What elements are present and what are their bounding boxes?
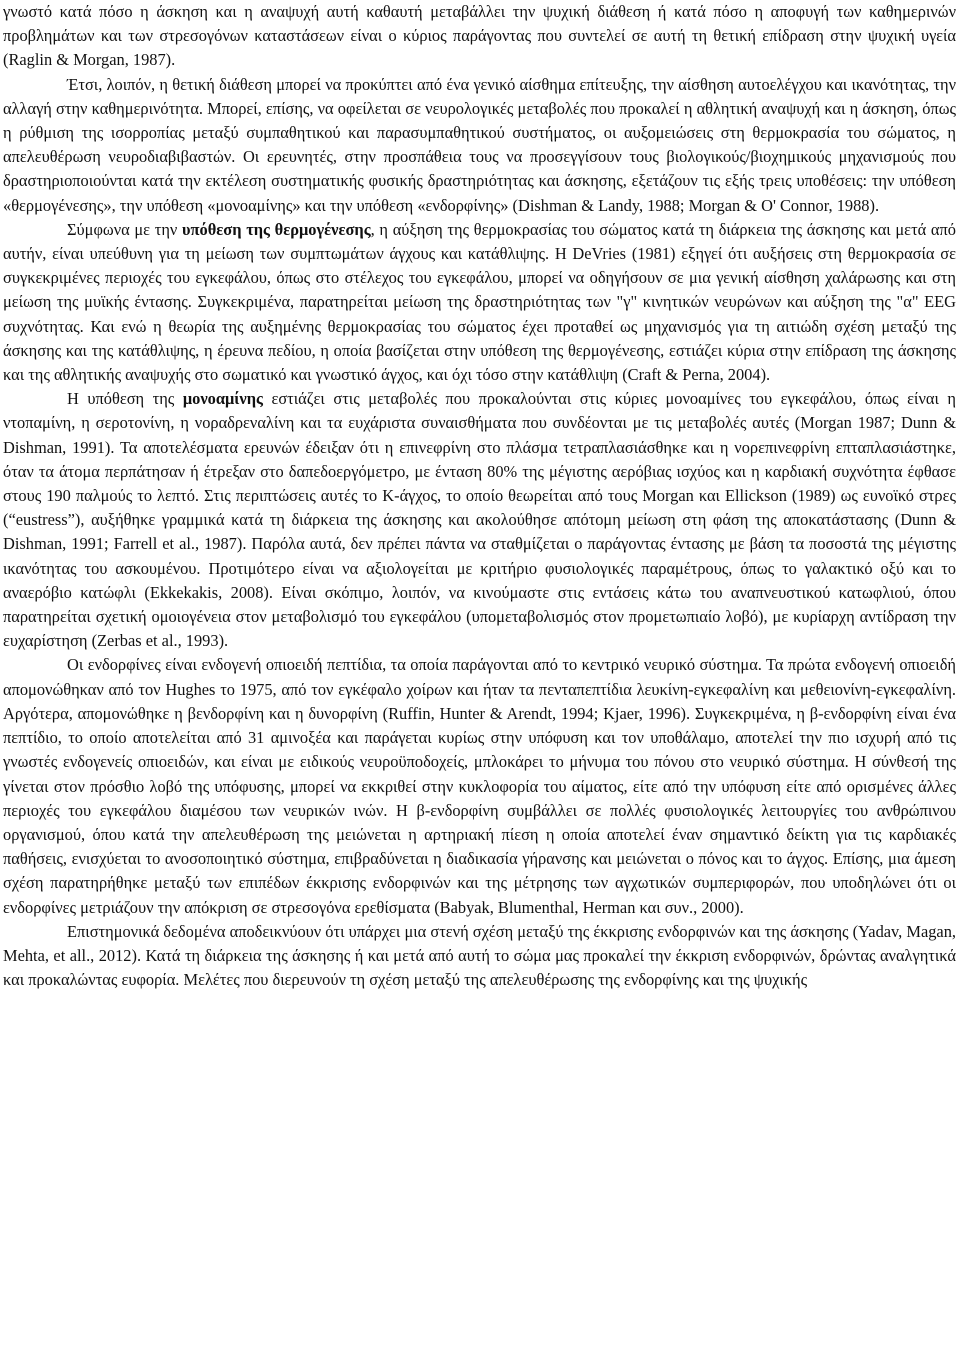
paragraph-positive-mood — [3, 73, 956, 218]
text-segment: , η αύξηση της θερμοκρασίας του σώματος κατά τη διάρκεια της άσκησης και μετά από αυτήν, είναι υπεύθυνη για τη μείωση των συμπτωμάτων άγχους και κατάθλιψης. Η DeVries (1981) εξηγεί ότι αυξήσεις στη θερμοκρασία σε συγκεκριμένες περιοχές του εγκεφάλου, όπως στο στέλεχος του εγκεφάλου, μπορεί να οδηγήσουν σε μια γενική αίσθηση χαλάρωσης και στη μείωση της μυϊκής έντασης. Συγκεκριμένα, παρατηρείται μείωση της δραστηριότητας των "γ" κινητικών νευρώνων και αύξηση της "α" EEG συχνότητας. Και ενώ η θεωρία της αυξημένης θερμοκρασίας του σώματος έχει προταθεί ως μηχανισμός για τη αιτιώδη σχέση μεταξύ της άσκησης και της κατάθλιψης, η έρευνα πεδίου, η οποία βασίζεται στην υπόθεση της θερμογένεσης, εστιάζει κύρια στην επίδραση της άσκησης και της αθλητικής αναψυχής στο σωματικό και γνωστικό άγχος, και όχι τόσο στην κατάθλιψη (Craft & Perna, 2004). — [3, 219, 956, 385]
text-segment: Οι ενδορφίνες είναι ενδογενή οπιοειδή πεπτίδια, τα οποία παράγονται από το κεντρικό νευρικό σύστημα. Τα πρώτα ενδογενή οπιοειδή απομονώθηκαν από τον Hughes το 1975, από τον εγκέφαλο χοίρων και ήταν τα πενταπεπτίδια λευκίνη-εγκεφαλίνη και μεθειονίνη-εγκεφαλίνη. Αργότερα, απομονώθηκε η βενδορφίνη και η δυνορφίνη (Ruffin, Hunter & Arendt, 1994; Kjaer, 1996). Συγκεκριμένα, η β-ενδορφίνη είναι ένα πεπτίδιο, το οποίο αποτελείται από 31 αμινοξέα και παράγεται κυρίως στην υπόφυση και τον υποθάλαμο, αποτελεί την πιο ισχυρή από τις γνωστές ενδογενείς οπιοειδών, και είναι με ειδικούς νευροϋποδοχείς, μπλοκάρει το μήνυμα του πόνου στο νευρικό σύστημα. Η σύνθεσή της γίνεται στον πρόσθιο λοβό της υπόφυσης, μπορεί να εκκριθεί στην κυκλοφορία του αίματος, είτε από την υπόφυση είτε από ορισμένες άλλες περιοχές του εγκεφάλου διαμέσου των νευρικών ινών. Η β-ενδορφίνη συμβάλλει σε πολλές φυσιολογικές λειτουργίες του ανθρώπινου οργανισμού, όπου κατά την απελευθέρωση της μειώνεται η αρτηριακή πίεση η οποία αποτελεί έναν σημαντικό δείκτη για τις καρδιακές παθήσεις, ενισχύεται το ανοσοποιητικό σύστημα, επιβραδύνεται η διαδικασία γήρανσης και μειώνεται ο πόνος και το άγχος. Επίσης, μια άμεση σχέση παρατηρήθηκε μεταξύ των επιπέδων έκκρισης ενδορφινών και της μέτρησης των αγχωτικών συμπεριφορών, που υποδηλώνει ότι οι ενδορφίνες μετριάζουν την απόκριση σε στρεσογόνα ερεθίσματα (Babyak, Blumenthal, Herman και συν., 2000). — [3, 655, 956, 917]
text-segment: Η υπόθεση της — [67, 389, 183, 409]
paragraph-thermogenesis-hypothesis — [3, 218, 956, 387]
paragraph-mood-causes — [3, 0, 956, 73]
text-segment: Έτσι, λοιπόν, η θετική διάθεση μπορεί να προκύπτει από ένα γενικό αίσθημα επίτευξης, την αίσθηση αυτοελέγχου και ικανότητας, την αλλαγή στην καθημερινότητα. Μπορεί, επίσης, να οφείλεται σε νευρολογικές μεταβολές που προκαλεί η αθλητική αναψυχή και η άσκηση, όπως η ρύθμιση της ισορροπίας μεταξύ συμπαθητικού και παρασυμπαθητικού συστήματος, οι αυξομειώσεις στη θερμοκρασία του σώματος, η απελευθέρωση νευροδιαβιβαστών. Οι ερευνητές, στην προσπάθεια τους να προσεγγίσουν τους βιολογικούς/βιοχημικούς μηχανισμούς που δραστηριοποιούνται κατά την εκτέλεση συστηματικής φυσικής δραστηριότητας και άσκησης, εξετάζουν τις εξής τρεις υποθέσεις: την υπόθεση «θερμογένεσης», την υπόθεση «μονοαμίνης» και την υπόθεση «ενδορφίνης» (Dishman & Landy, 1988; Morgan & O' Connor, 1988). — [3, 74, 956, 215]
text-segment: γνωστό κατά πόσο η άσκηση και η αναψυχή αυτή καθαυτή μεταβάλλει την ψυχική διάθεση ή κατά πόσο η αποφυγή των καθημερινών προβλημάτων και των στρεσογόνων καταστάσεων είναι ο κύριος παράγοντας που συντελεί σε αυτή τη θετική επίδραση στην ψυχική υγεία (Raglin & Morgan, 1987). — [3, 2, 956, 70]
paragraph-endorphins-exercise — [3, 920, 956, 993]
bold-term-monoamine: μονοαμίνης — [182, 389, 263, 409]
text-segment: εστιάζει στις μεταβολές που προκαλούνται στις κύριες μονοαμίνες του εγκεφάλου, όπως είναι η ντοπαμίνη, η σεροτονίνη, η νοραδρεναλίνη και τα ευχάριστα συναισθήματα που συνδέονται με τις μεταβολές αυτές (Morgan 1987; Dunn & Dishman, 1991). Τα αποτελέσματα ερευνών έδειξαν ότι η επινεφρίνη στο πλάσμα τετραπλασιάσθηκε και η νορεπινεφρίνη επταπλασιάστηκε, όταν τα άτομα περπάτησαν ή έτρεξαν στο δαπεδοεργόμετρο, με ένταση 80% της μέγιστης αερόβιας ισχύος και η καρδιακή συχνότητα έφθασε στους 190 παλμούς το λεπτό. Στις περιπτώσεις αυτές το Κ-άγχος, το οποίο θεωρείται από τους Morgan και Ellickson (1989) ως ευνοϊκό στρες (“eustress”), αυξήθηκε γραμμικά κατά τη διάρκεια της άσκησης και ακολούθησε απότομη μείωση στη φάση της αποκατάστασης (Dunn & Dishman, 1991; Farrell et al., 1987). Παρόλα αυτά, δεν πρέπει πάντα να σταθμίζεται ο παράγοντας έντασης με βάση τα ποσοστά της μέγιστης ικανότητας του ασκουμένου. Προτιμότερο είναι να αξιολογείται με κριτήριο φυσιολογικές παραμέτρους, όπως το γαλακτικό οξύ και το αναερόβιο κατώφλι (Ekkekakis, 2008). Είναι σκόπιμο, λοιπόν, να κινούμαστε στις εντάσεις κάτω του αναπνευστικού κατωφλιού, όπου παρατηρείται σχετική ομοιογένεια στον μεταβολισμό του εγκεφάλου (υπομεταβολισμός στον προμετωπιαίο λοβό), με κυρίαρχη αντίδραση την ευχαρίστηση (Zerbas et al., 1993). — [3, 389, 956, 651]
text-segment: Επιστημονικά δεδομένα αποδεικνύουν ότι υπάρχει μια στενή σχέση μεταξύ της έκκρισης ενδορφινών και της άσκησης (Yadav, Magan, Mehta, et all., 2012). Κατά τη διάρκεια της άσκησης ή και μετά από αυτή το σώμα μας προκαλεί την έκκριση ενδορφινών, δρώντας αναλγητικά και προκαλώντας ευφορία. Μελέτες που διερευνούν τη σχέση μεταξύ της απελευθέρωσης της ενδορφίνης και της ψυχικής — [3, 921, 956, 990]
bold-term-thermogenesis: υπόθεση της θερμογένεσης — [182, 219, 371, 239]
text-segment: Σύμφωνα με την — [67, 219, 183, 239]
paragraph-endorphins — [3, 653, 956, 919]
paragraph-monoamine-hypothesis — [3, 387, 956, 653]
